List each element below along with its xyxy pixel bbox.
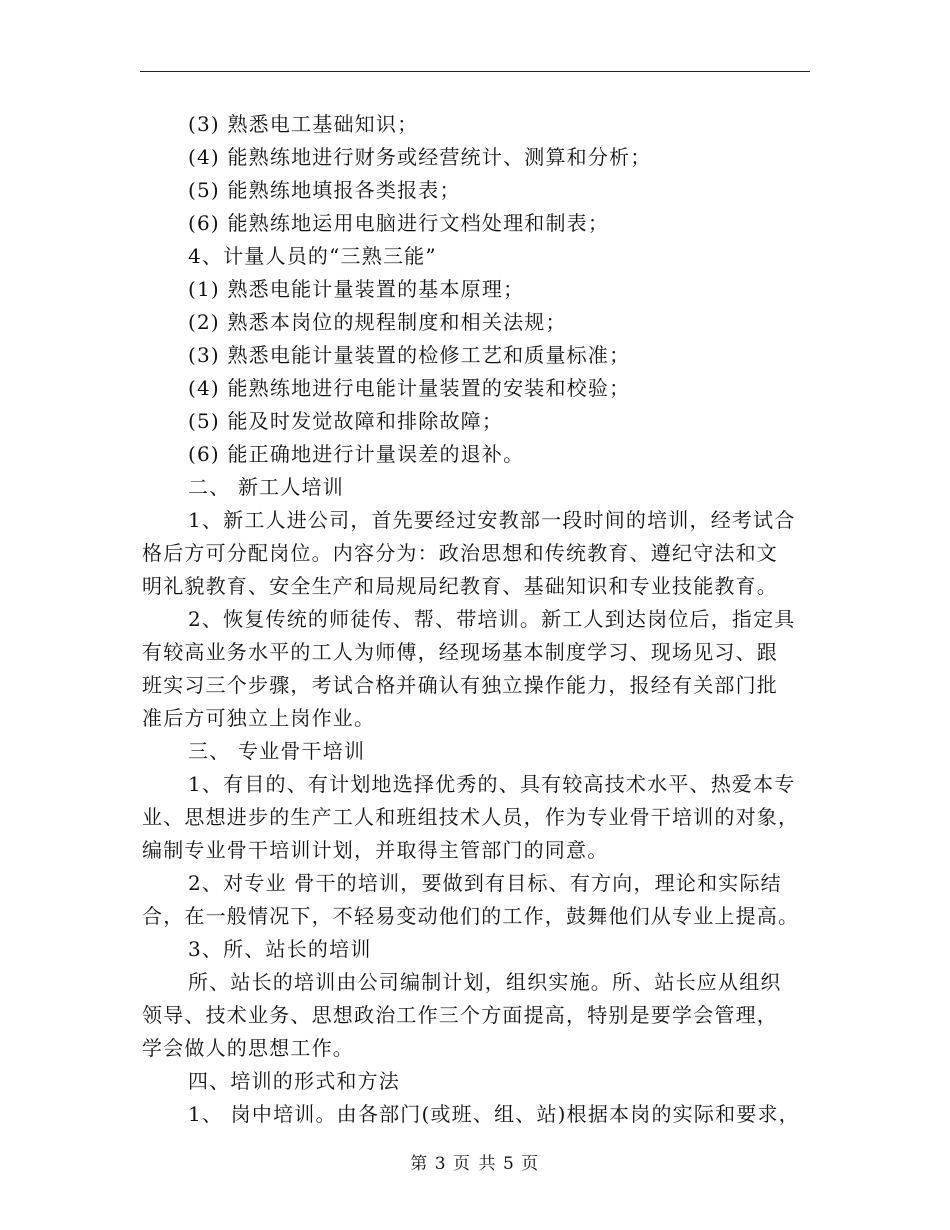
paragraph-line: 所、站长的培训由公司编制计划，组织实施。所、站长应从组织	[188, 970, 782, 994]
paragraph-line: 学会做人的思想工作。	[142, 1036, 354, 1060]
list-item: (4) 能熟练地进行电能计量装置的安装和校验；	[188, 376, 631, 400]
total-pages-number: 5	[502, 1154, 516, 1174]
paragraph-line: 2、恢复传统的师徒传、帮、带培训。新工人到达岗位后，指定具	[188, 607, 796, 631]
paragraph-line: 合，在一般情况下，不轻易变动他们的工作，鼓舞他们从专业上提高。	[142, 904, 800, 928]
list-item: (6) 能熟练地运用电脑进行文档处理和制表；	[188, 211, 610, 235]
current-page-number: 3	[434, 1154, 448, 1174]
list-item: (6) 能正确地进行计量误差的退补。	[188, 442, 525, 466]
document-body	[142, 108, 812, 1131]
page-label-suffix: 页	[521, 1154, 540, 1174]
page-label-mid: 页 共	[453, 1154, 497, 1174]
list-item: (1) 熟悉电能计量装置的基本原理；	[188, 277, 525, 301]
page-label-prefix: 第	[410, 1154, 429, 1174]
list-item: (5) 能及时发觉故障和排除故障；	[188, 409, 504, 433]
list-item: (3) 熟悉电能计量装置的检修工艺和质量标准；	[188, 343, 631, 367]
paragraph-line: 班实习三个步骤，考试合格并确认有独立操作能力，报经有关部门批	[142, 673, 778, 697]
page-footer	[0, 1152, 950, 1176]
paragraph-line: 有较高业务水平的工人为师傅，经现场基本制度学习、现场见习、跟	[142, 640, 778, 664]
section-heading: 四、培训的形式和方法	[188, 1069, 400, 1093]
list-item: (5) 能熟练地填报各类报表；	[188, 178, 461, 202]
section-heading: 二、 新工人培训	[188, 475, 344, 499]
paragraph-line: 2、对专业 骨干的培训，要做到有目标、有方向，理论和实际结	[188, 871, 782, 895]
paragraph-line: 业、思想进步的生产工人和班组技术人员，作为专业骨干培训的对象，	[142, 805, 800, 829]
section-heading: 3、所、站长的培训	[188, 937, 372, 961]
paragraph-line: 准后方可独立上岗作业。	[142, 706, 376, 730]
list-item: (4) 能熟练地进行财务或经营统计、测算和分析；	[188, 145, 652, 169]
paragraph-line: 明礼貌教育、安全生产和局规局纪教育、基础知识和专业技能教育。	[142, 574, 778, 598]
paragraph-line: 领导、技术业务、思想政治工作三个方面提高，特别是要学会管理，	[142, 1003, 778, 1027]
paragraph-line: 1、 岗中培训。由各部门(或班、组、站)根据本岗的实际和要求，	[188, 1102, 800, 1126]
paragraph-line: 格后方可分配岗位。内容分为：政治思想和传统教育、遵纪守法和文	[142, 541, 778, 565]
list-item: (2) 熟悉本岗位的规程制度和相关法规；	[188, 310, 567, 334]
paragraph-line: 1、有目的、有计划地选择优秀的、具有较高技术水平、热爱本专	[188, 772, 796, 796]
header-rule	[140, 71, 810, 72]
section-heading: 4、计量人员的“三熟三能”	[188, 244, 437, 268]
paragraph-line: 1、新工人进公司，首先要经过安教部一段时间的培训，经考试合	[188, 508, 796, 532]
list-item: (3) 熟悉电工基础知识；	[188, 112, 419, 136]
section-heading: 三、 专业骨干培训	[188, 739, 366, 763]
paragraph-line: 编制专业骨干培训计划，并取得主管部门的同意。	[142, 838, 609, 862]
